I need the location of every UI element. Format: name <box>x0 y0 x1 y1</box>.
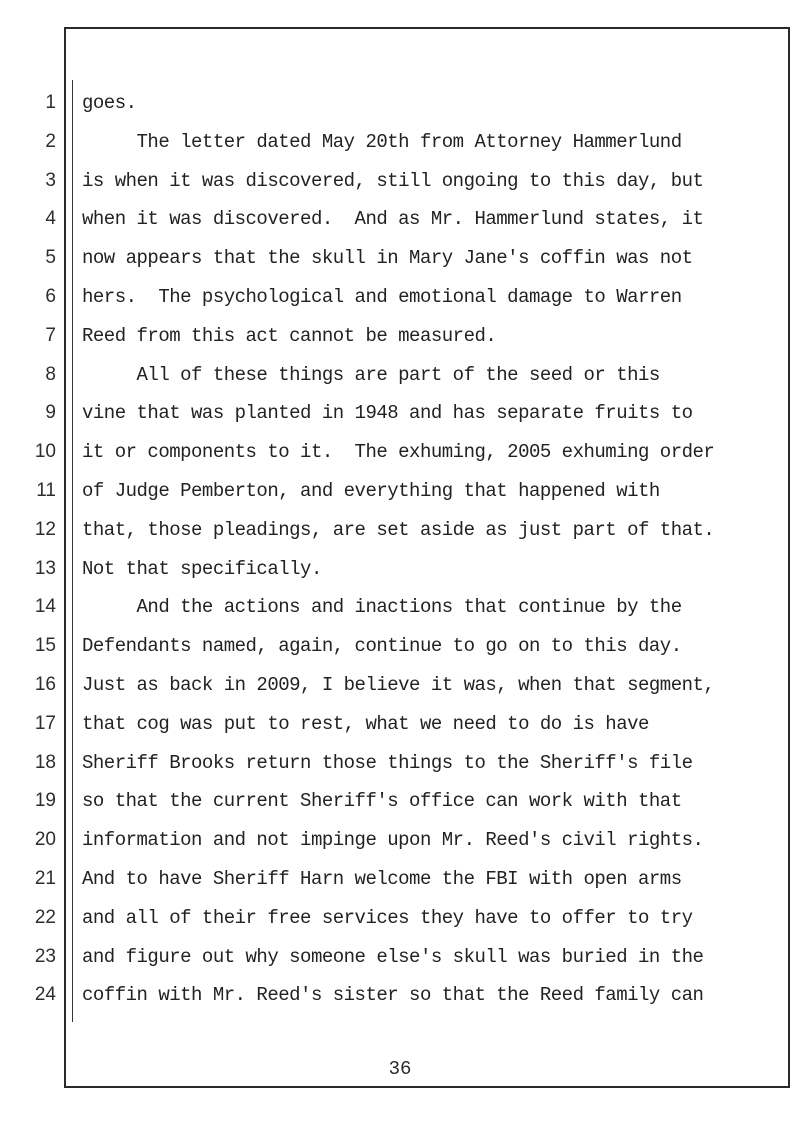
line-number: 15 <box>34 635 56 657</box>
transcript-line: Reed from this act cannot be measured. <box>82 324 497 347</box>
transcript-line: goes. <box>82 92 137 114</box>
line-number: 9 <box>45 402 56 424</box>
transcript-line: of Judge Pemberton, and everything that happened with <box>82 479 660 502</box>
line-number: 20 <box>34 829 56 851</box>
transcript-line: All of these things are part of the seed or this <box>82 363 660 386</box>
line-number: 3 <box>45 169 56 191</box>
line-number: 23 <box>34 945 56 967</box>
line-number: 2 <box>45 130 56 152</box>
line-number: 4 <box>45 208 56 230</box>
line-number: 24 <box>34 984 56 1006</box>
line-number: 7 <box>45 324 56 346</box>
line-number: 14 <box>34 596 56 618</box>
transcript-line: it or components to it. The exhuming, 2005 exhuming order <box>82 441 715 464</box>
transcript-line: hers. The psychological and emotional damage to Warren <box>82 285 682 308</box>
transcript-line: when it was discovered. And as Mr. Hammerlund states, it <box>82 208 704 231</box>
line-number: 5 <box>45 247 56 269</box>
transcript-line: that cog was put to rest, what we need to do is have <box>82 712 649 735</box>
transcript-line: Just as back in 2009, I believe it was, when that segment, <box>82 673 715 696</box>
line-number: 11 <box>36 479 56 501</box>
transcript-line: And the actions and inactions that continue by the <box>82 596 682 619</box>
line-number: 17 <box>34 712 56 734</box>
line-number: 16 <box>34 673 56 695</box>
transcript-line: coffin with Mr. Reed's sister so that the Reed family can <box>82 984 704 1007</box>
line-number: 18 <box>34 751 56 773</box>
transcript-body <box>82 84 782 1015</box>
line-number-column <box>0 84 56 1015</box>
transcript-line: information and not impinge upon Mr. Reed's civil rights. <box>82 829 704 852</box>
margin-rule <box>72 80 73 1022</box>
line-number: 13 <box>34 557 56 579</box>
transcript-line: is when it was discovered, still ongoing to this day, but <box>82 169 704 192</box>
transcript-line: that, those pleadings, are set aside as just part of that. <box>82 518 715 541</box>
transcript-line: Defendants named, again, continue to go on to this day. <box>82 635 682 658</box>
line-number: 22 <box>34 906 56 928</box>
line-number: 12 <box>34 518 56 540</box>
transcript-line: And to have Sheriff Harn welcome the FBI with open arms <box>82 867 682 890</box>
transcript-line: Sheriff Brooks return those things to the Sheriff's file <box>82 751 693 774</box>
line-number: 19 <box>34 790 56 812</box>
line-number: 8 <box>45 363 56 385</box>
transcript-line: so that the current Sheriff's office can work with that <box>82 790 682 813</box>
transcript-line: Not that specifically. <box>82 557 322 580</box>
line-number: 1 <box>45 92 56 113</box>
transcript-line: now appears that the skull in Mary Jane's coffin was not <box>82 247 693 270</box>
transcript-line: The letter dated May 20th from Attorney Hammerlund <box>82 130 682 153</box>
line-number: 6 <box>45 285 56 307</box>
transcript-line: and figure out why someone else's skull was buried in the <box>82 945 704 968</box>
line-number: 10 <box>34 441 56 463</box>
page-number: 36 <box>388 1058 412 1080</box>
transcript-line: vine that was planted in 1948 and has separate fruits to <box>82 402 693 425</box>
line-number: 21 <box>34 867 56 889</box>
transcript-line: and all of their free services they have to offer to try <box>82 906 693 929</box>
